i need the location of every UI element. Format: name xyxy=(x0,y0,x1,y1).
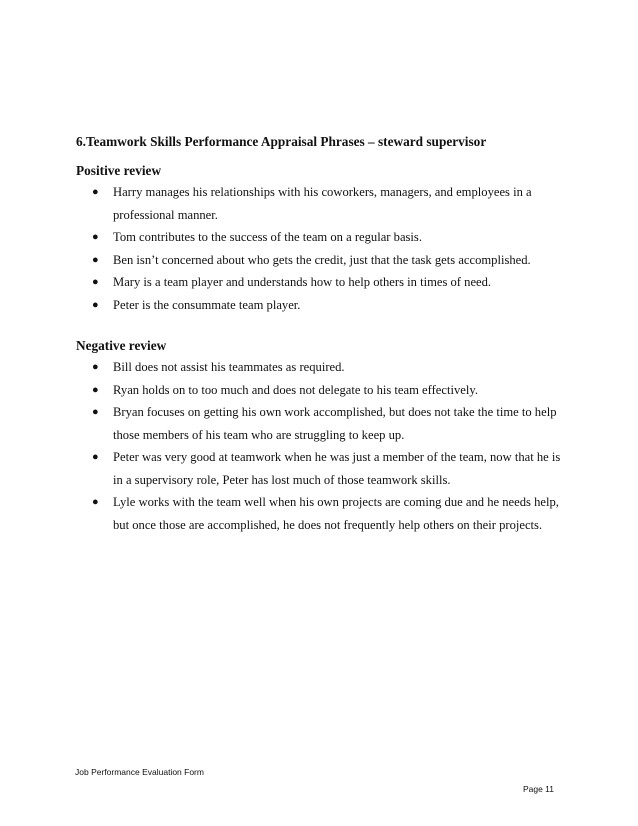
list-item xyxy=(0,356,563,379)
negative-review-heading: Negative review xyxy=(76,338,167,353)
list-item xyxy=(0,249,563,272)
negative-review-list xyxy=(0,356,638,536)
positive-review-list xyxy=(0,181,638,316)
footer-form-name: Job Performance Evaluation Form xyxy=(75,767,204,777)
bullet-icon: ● xyxy=(92,231,99,243)
bullet-icon: ● xyxy=(92,451,99,463)
bullet-icon: ● xyxy=(92,298,99,311)
list-item xyxy=(0,181,563,226)
list-item-text: Peter is the consummate team player. xyxy=(113,297,301,312)
list-item-text: Lyle works with the team well when his own projects are coming due and he needs help, but once those are accomplished, he does not frequently help others on their projects. xyxy=(113,495,559,532)
list-item-text: Ben isn’t concerned about who gets the credit, just that the task gets accomplished. xyxy=(113,252,531,267)
list-item xyxy=(0,446,563,491)
bullet-icon: ● xyxy=(92,253,99,266)
list-item xyxy=(0,401,563,446)
list-item-text: Tom contributes to the success of the team on a regular basis. xyxy=(113,230,422,244)
list-item-text: Bill does not assist his teammates as required. xyxy=(113,360,345,374)
positive-review-heading: Positive review xyxy=(76,163,162,178)
list-item-text: Bryan focuses on getting his own work accomplished, but does not take the time to help those members of his team who are struggling to keep up. xyxy=(113,405,557,442)
list-item xyxy=(0,226,563,249)
list-item xyxy=(0,379,563,402)
footer-page-number: Page 11 xyxy=(522,784,554,794)
bullet-icon: ● xyxy=(92,496,99,508)
list-item-text: Peter was very good at teamwork when he was just a member of the team, now that he is in a supervisory role, Peter has lost much of those teamwork skills. xyxy=(113,450,561,487)
bullet-icon: ● xyxy=(92,276,99,288)
list-item-text: Mary is a team player and understands how to help others in times of need. xyxy=(113,275,492,289)
list-item-text: Ryan holds on to too much and does not delegate to his team effectively. xyxy=(113,382,478,397)
bullet-icon: ● xyxy=(92,383,99,396)
list-item-text: Harry manages his relationships with his coworkers, managers, and employees in a professional manner. xyxy=(113,185,532,222)
bullet-icon: ● xyxy=(92,361,99,373)
page-title: 6.Teamwork Skills Performance Appraisal Phrases – steward supervisor xyxy=(76,134,487,149)
bullet-icon: ● xyxy=(92,186,99,198)
list-item xyxy=(0,271,563,294)
list-item xyxy=(0,294,563,317)
bullet-icon: ● xyxy=(92,406,99,418)
list-item xyxy=(0,491,563,536)
